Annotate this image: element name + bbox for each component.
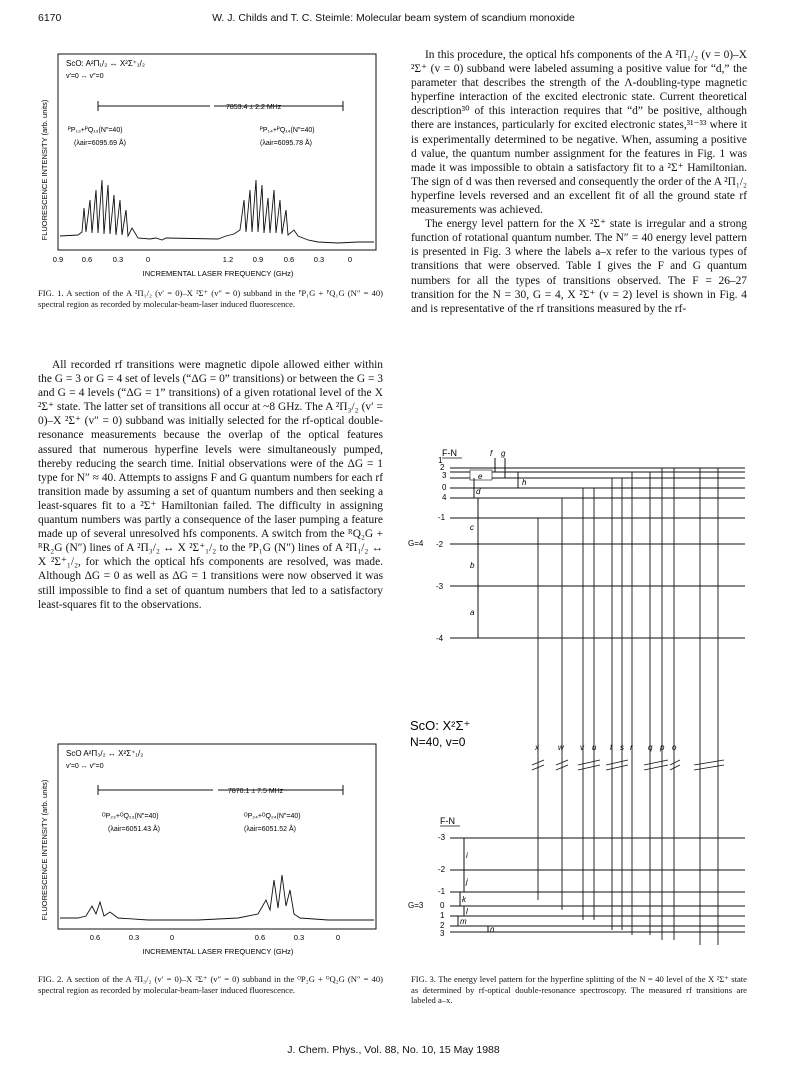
fig2-tick: 0.3	[293, 933, 305, 942]
fig1-left-lambda: (λair=6095.69 Å)	[74, 140, 126, 147]
svg-text:o: o	[672, 743, 677, 752]
svg-text:d: d	[476, 487, 481, 496]
svg-text:x: x	[535, 743, 539, 752]
svg-text:1: 1	[438, 456, 443, 465]
fig2-left-lambda: (λair=6051.43 Å)	[108, 826, 160, 833]
svg-text:j: j	[466, 877, 468, 886]
fig1-span: 7853.4 ± 2.2 MHz	[226, 104, 282, 111]
svg-text:-3: -3	[438, 833, 446, 842]
svg-text:e: e	[478, 472, 483, 481]
fig1-tick: 0.6	[283, 255, 295, 264]
fig2-tick: 0.3	[128, 933, 140, 942]
fig2-span: 7870.1 ± 7.5 MHz	[228, 788, 284, 795]
svg-text:-4: -4	[436, 634, 444, 643]
page-number: 6170	[38, 12, 62, 24]
svg-text:-1: -1	[438, 513, 446, 522]
figure-2-plot	[38, 740, 383, 970]
fig2-tick: 0	[169, 933, 175, 942]
svg-text:3: 3	[440, 929, 445, 938]
paragraph: All recorded rf transitions were magnetic dipole allowed either within the G = 3 or G = 4 set of levels (“ΔG = 0” transitions) or between the G = 3 and G = 4 levels (“ΔG = 1” transitions) of a given rotational level of the X ²Σ⁺ state. The latter set of transitions all occur at ~8 GHz. The A ²Π₃/₂ (v′ = 0)–X ²Σ⁺ (v″ = 0) subband was initially selected for the rf-optical double-resonance measurements because the overlap of the optical features assured that numerous hyperfine levels were simultaneously pumped, thereby reducing the search time. Initial observations were of the ΔG = 1 type for N″ ≈ 40. Attempts to assigns F and G quantum numbers for each rf transition made by assuming a set of quantum numbers and then seeking a least-squares fit to a ²Σ⁺ Hamiltonian failed. The difficulty in assigning quantum numbers was partly a consequence of the laser pumping a feature made up of several unresolved hfs components. A switch from the ᴿQ₂G + ᴿR₂G (N″) lines of A ²Π₃/₂ ↔ X ²Σ⁺₁/₂ to the ᴾP₁G (N″) lines of A ²Π₁/₂ ↔ X ²Σ⁺₁/₂, for which the optical hfs components are resolved, was made. Although ΔG = 0 as well as ΔG = 1 transitions were now observed it was still impossible to find a set of quantum numbers that led to a satisfactory least-squares fit to the observations.	[38, 359, 383, 611]
fig2-tick: 0	[335, 933, 341, 942]
svg-text:0: 0	[440, 901, 445, 910]
fig2-ylabel: FLUORESCENCE INTENSITY (arb. units)	[40, 779, 49, 921]
svg-text:m: m	[460, 917, 467, 926]
fig2-right-lambda: (λair=6051.52 Å)	[244, 826, 296, 833]
svg-text:c: c	[470, 523, 474, 532]
svg-text:3: 3	[442, 471, 447, 480]
fig1-right-lambda: (λair=6095.78 Å)	[260, 140, 312, 147]
fig3-g3-label: G=3	[408, 901, 424, 910]
svg-text:0: 0	[442, 483, 447, 492]
svg-text:l: l	[466, 907, 468, 916]
svg-text:-1: -1	[438, 887, 446, 896]
right-column-text	[411, 48, 747, 316]
svg-text:2: 2	[440, 921, 445, 930]
fig1-tick: 1.2	[222, 255, 234, 264]
svg-text:p: p	[660, 743, 665, 752]
figure-3-diagram	[400, 440, 750, 960]
fig3-long-transitions	[538, 468, 718, 945]
svg-text:v: v	[580, 743, 584, 752]
fig2-tick: 0.6	[89, 933, 101, 942]
fig1-tick: 0	[145, 255, 151, 264]
fig2-tick: 0.6	[254, 933, 266, 942]
svg-text:i: i	[466, 851, 468, 860]
svg-text:g: g	[501, 449, 506, 458]
fig1-left-label: ᴾP₁₃+ᴾQ₁₃(N″=40)	[68, 127, 123, 134]
svg-text:2: 2	[440, 463, 445, 472]
footer: J. Chem. Phys., Vol. 88, No. 10, 15 May 1988	[287, 1044, 500, 1056]
svg-text:h: h	[522, 478, 527, 487]
svg-text:-2: -2	[436, 540, 444, 549]
svg-text:w: w	[558, 743, 564, 752]
figure-1	[38, 50, 383, 290]
left-column-text	[38, 358, 383, 612]
fig1-tick: 0.3	[313, 255, 325, 264]
fig2-spectrum	[60, 875, 374, 920]
svg-text:u: u	[592, 743, 597, 752]
fig1-spectrum	[60, 180, 374, 243]
svg-text:f: f	[490, 449, 493, 458]
fig3-break-marks	[532, 760, 724, 770]
figure-2-caption: FIG. 2. A section of the A ²Π₃/₂ (v′ = 0)–X ²Σ⁺ (v″ = 0) subband in the ᴼP₂G + ᴼQ₂G (N″ = 40) spectral region as recorded by molecular-beam-laser induced fluorescence.	[38, 974, 383, 995]
svg-text:-3: -3	[436, 582, 444, 591]
fig3-g3-levels	[438, 833, 745, 938]
fig1-tick: 0.3	[112, 255, 124, 264]
svg-text:1: 1	[440, 911, 445, 920]
fig2-vib: v′=0 ↔ v″=0	[66, 763, 104, 770]
figure-2	[38, 740, 383, 970]
fig3-g4-label: G=4	[408, 539, 424, 548]
figure-3	[400, 440, 750, 960]
fig2-xlabel: INCREMENTAL LASER FREQUENCY (GHz)	[142, 947, 294, 956]
fig2-left-label: ᴼP₂₃+ᴼQ₂₃(N″=40)	[102, 813, 159, 820]
svg-text:r: r	[630, 743, 633, 752]
fig1-species: ScO: A²Π₁/₂ ↔ X²Σ⁺₁/₂	[66, 59, 146, 68]
figure-1-plot	[38, 50, 383, 290]
svg-text:q: q	[648, 743, 653, 752]
fig3-fn-label: F-N	[442, 448, 457, 458]
running-title: W. J. Childs and T. C. Steimle: Molecular beam system of scandium monoxide	[212, 12, 575, 24]
fig1-tick: 0	[347, 255, 353, 264]
fig1-vib: v′=0 ↔ v″=0	[66, 73, 104, 80]
fig1-tick: 0.6	[81, 255, 93, 264]
fig1-ticks	[53, 255, 352, 264]
svg-text:k: k	[462, 895, 466, 904]
fig1-ylabel: FLUORESCENCE INTENSITY (arb. units)	[40, 99, 49, 241]
fig1-tick: 0.9	[52, 255, 64, 264]
svg-text:s: s	[620, 743, 624, 752]
fig3-title: ScO: X²Σ⁺	[410, 718, 471, 733]
fig1-right-label: ᴾP₁₄+ᴾQ₁₄(N″=40)	[260, 127, 315, 134]
fig2-right-label: ᴼP₂₄+ᴼQ₂₄(N″=40)	[244, 813, 301, 820]
fig1-tick: 0.9	[252, 255, 264, 264]
svg-text:a: a	[470, 608, 475, 617]
fig1-xlabel: INCREMENTAL LASER FREQUENCY (GHz)	[142, 269, 294, 278]
fig3-fn-label-g3: F-N	[440, 816, 455, 826]
running-header	[0, 8, 787, 28]
figure-1-caption: FIG. 1. A section of the A ²Π₁/₂ (v′ = 0)–X ²Σ⁺ (v″ = 0) subband in the ᴾP₁G + ᴾQ₁G (N″ = 40) spectral region as recorded by molecular-beam-laser induced fluorescence.	[38, 288, 383, 309]
svg-text:-2: -2	[438, 865, 446, 874]
svg-text:4: 4	[442, 493, 447, 502]
svg-text:n: n	[490, 925, 495, 934]
fig2-species: ScO A²Π₃/₂ ↔ X²Σ⁺₁/₂	[66, 749, 144, 758]
fig3-subtitle: N=40, v=0	[410, 735, 466, 749]
fig2-ticks	[90, 933, 340, 942]
paragraph: In this procedure, the optical hfs components of the A ²Π₁/₂ (v = 0)–X ²Σ⁺ (v = 0) subband were labeled assuming a positive value for “d,” the parameter that describes the strength of the Λ-doubling-type magnetic hyperfine interaction of the excited electronic state. Current theoretical description³⁰ of this interaction requires that “d” be positive, although there are instances, particularly for excited electronic states,³¹⁻³³ where it is experimentally determined to be negative. When, assuming a positive d value, the quantum number assignment for the features in Fig. 1 was made it was impossible to obtain a satisfactory fit to a ²Σ⁺ Hamiltonian. The sign of d was then reversed and consequently the order of the A ²Π₁/₂ hyperfine levels reversed and an excellent fit of all the ground state rf measurements was achieved.	[411, 49, 747, 217]
svg-text:t: t	[610, 743, 613, 752]
fig3-column-labels	[534, 743, 677, 752]
figure-3-caption: FIG. 3. The energy level pattern for the hyperfine splitting of the N = 40 level of the X ²Σ⁺ state as determined by rf-optical double-resonance spectroscopy. The measured rf transitions are labeled a–x.	[411, 974, 747, 1006]
svg-text:b: b	[470, 561, 475, 570]
fig3-g4-levels	[436, 456, 745, 643]
paragraph: The energy level pattern for the X ²Σ⁺ state is irregular and a strong function of rotational quantum number. The N″ = 40 energy level pattern is presented in Fig. 3 where the labels a–x refer to the various types of transitions that were observed. Table I gives the F and G quantum numbers for all the types of transitions observed. The F = 26–27 transition for the N = 30, G = 4, X ²Σ⁺ (v = 2) level is shown in Fig. 4 and is representative of the rf transitions measured by the rf-	[411, 218, 747, 315]
